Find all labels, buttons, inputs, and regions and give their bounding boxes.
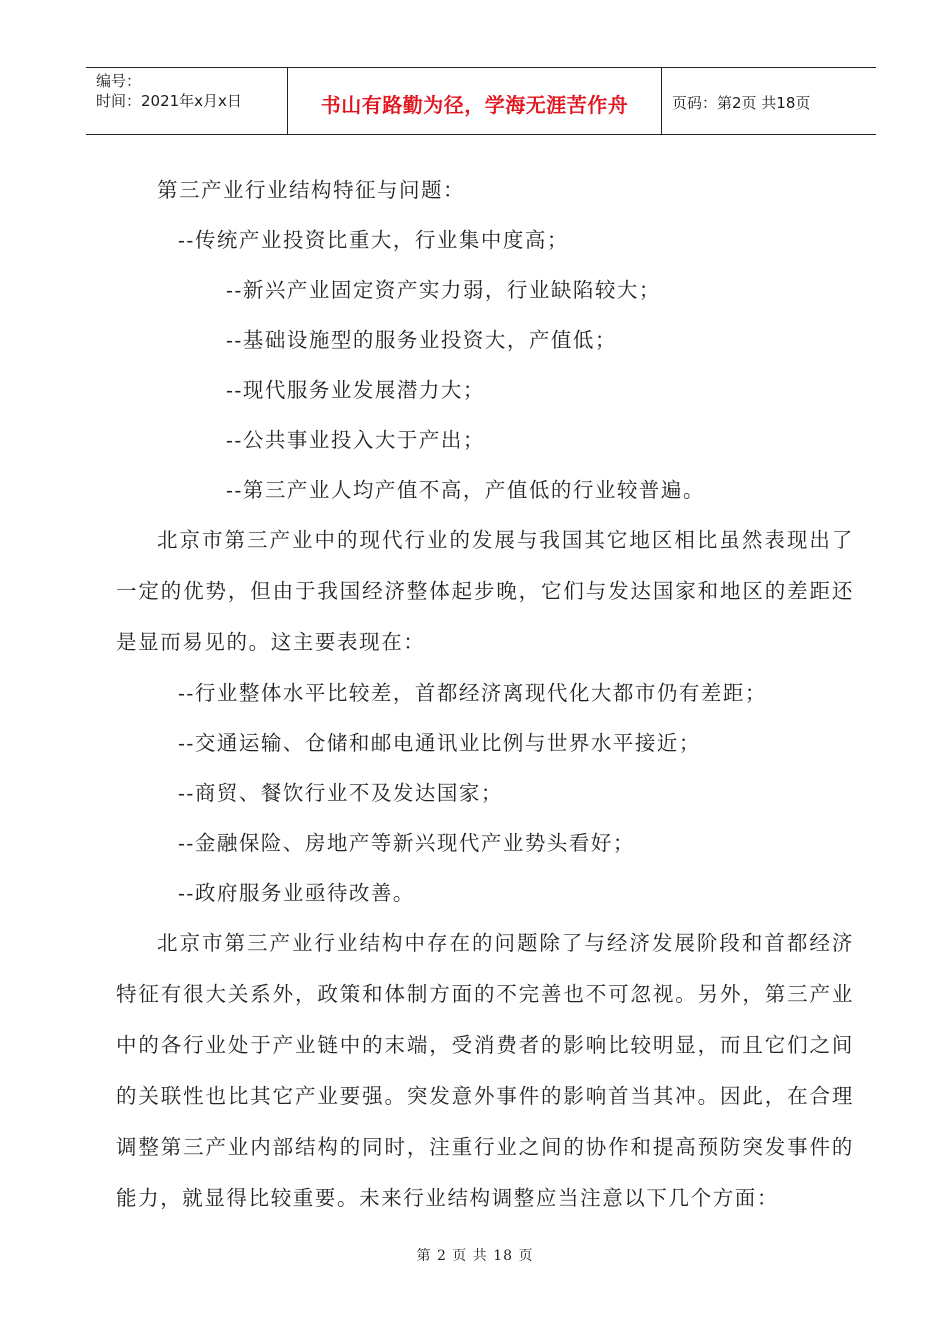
body-paragraph: 北京市第三产业行业结构中存在的问题除了与经济发展阶段和首都经济特征有很大关系外，政策和体制方面的不完善也不可忽视。另外，第三产业中的各行业处于产业链中的末端，受消费者的影响比较明显，而且它们之间的关联性也比其它产业要强。突发意外事件的影响首当其冲。因此，在合理调整第三产业内部结构的同时，注重行业之间的协作和提高预防突发事件的能力，就显得比较重要。未来行业结构调整应当注意以下几个方面： xyxy=(116,931,854,1210)
header-page-info: 页码：第2页 共18页 xyxy=(672,94,811,112)
feature-item: --传统产业投资比重大，行业集中度高； xyxy=(178,228,569,252)
feature-item: --新兴产业固定资产实力弱，行业缺陷较大； xyxy=(226,278,661,302)
header-motto: 书山有路勤为径，学海无涯苦作舟 xyxy=(320,93,629,117)
gap-item: --交通运输、仓储和邮电通讯业比例与世界水平接近； xyxy=(178,731,701,755)
feature-item: --现代服务业发展潜力大； xyxy=(226,378,485,402)
header-motto-cell xyxy=(287,68,662,134)
gap-item: --政府服务业亟待改善。 xyxy=(178,881,415,905)
document-number-label: 编号： xyxy=(96,72,142,90)
gap-item: --商贸、餐饮行业不及发达国家； xyxy=(178,781,503,805)
gap-item: --行业整体水平比较差，首都经济离现代化大都市仍有差距； xyxy=(178,681,767,705)
section-heading: 第三产业行业结构特征与问题： xyxy=(157,178,465,202)
document-body xyxy=(116,165,854,1224)
header-page-cell xyxy=(662,68,876,134)
page-footer: 第 2 页 共 18 页 xyxy=(416,1248,534,1264)
feature-item: --公共事业投入大于产出； xyxy=(226,428,485,452)
header-meta-cell xyxy=(86,68,287,134)
document-date: 时间：2021年x月x日 xyxy=(96,92,242,110)
gap-item: --金融保险、房地产等新兴现代产业势头看好； xyxy=(178,831,635,855)
body-paragraph: 北京市第三产业中的现代行业的发展与我国其它地区相比虽然表现出了一定的优势，但由于我国经济整体起步晚，它们与发达国家和地区的差距还是显而易见的。这主要表现在： xyxy=(116,528,854,654)
feature-item: --基础设施型的服务业投资大，产值低； xyxy=(226,328,617,352)
page-header xyxy=(86,67,876,135)
feature-item: --第三产业人均产值不高，产值低的行业较普遍。 xyxy=(226,478,705,502)
